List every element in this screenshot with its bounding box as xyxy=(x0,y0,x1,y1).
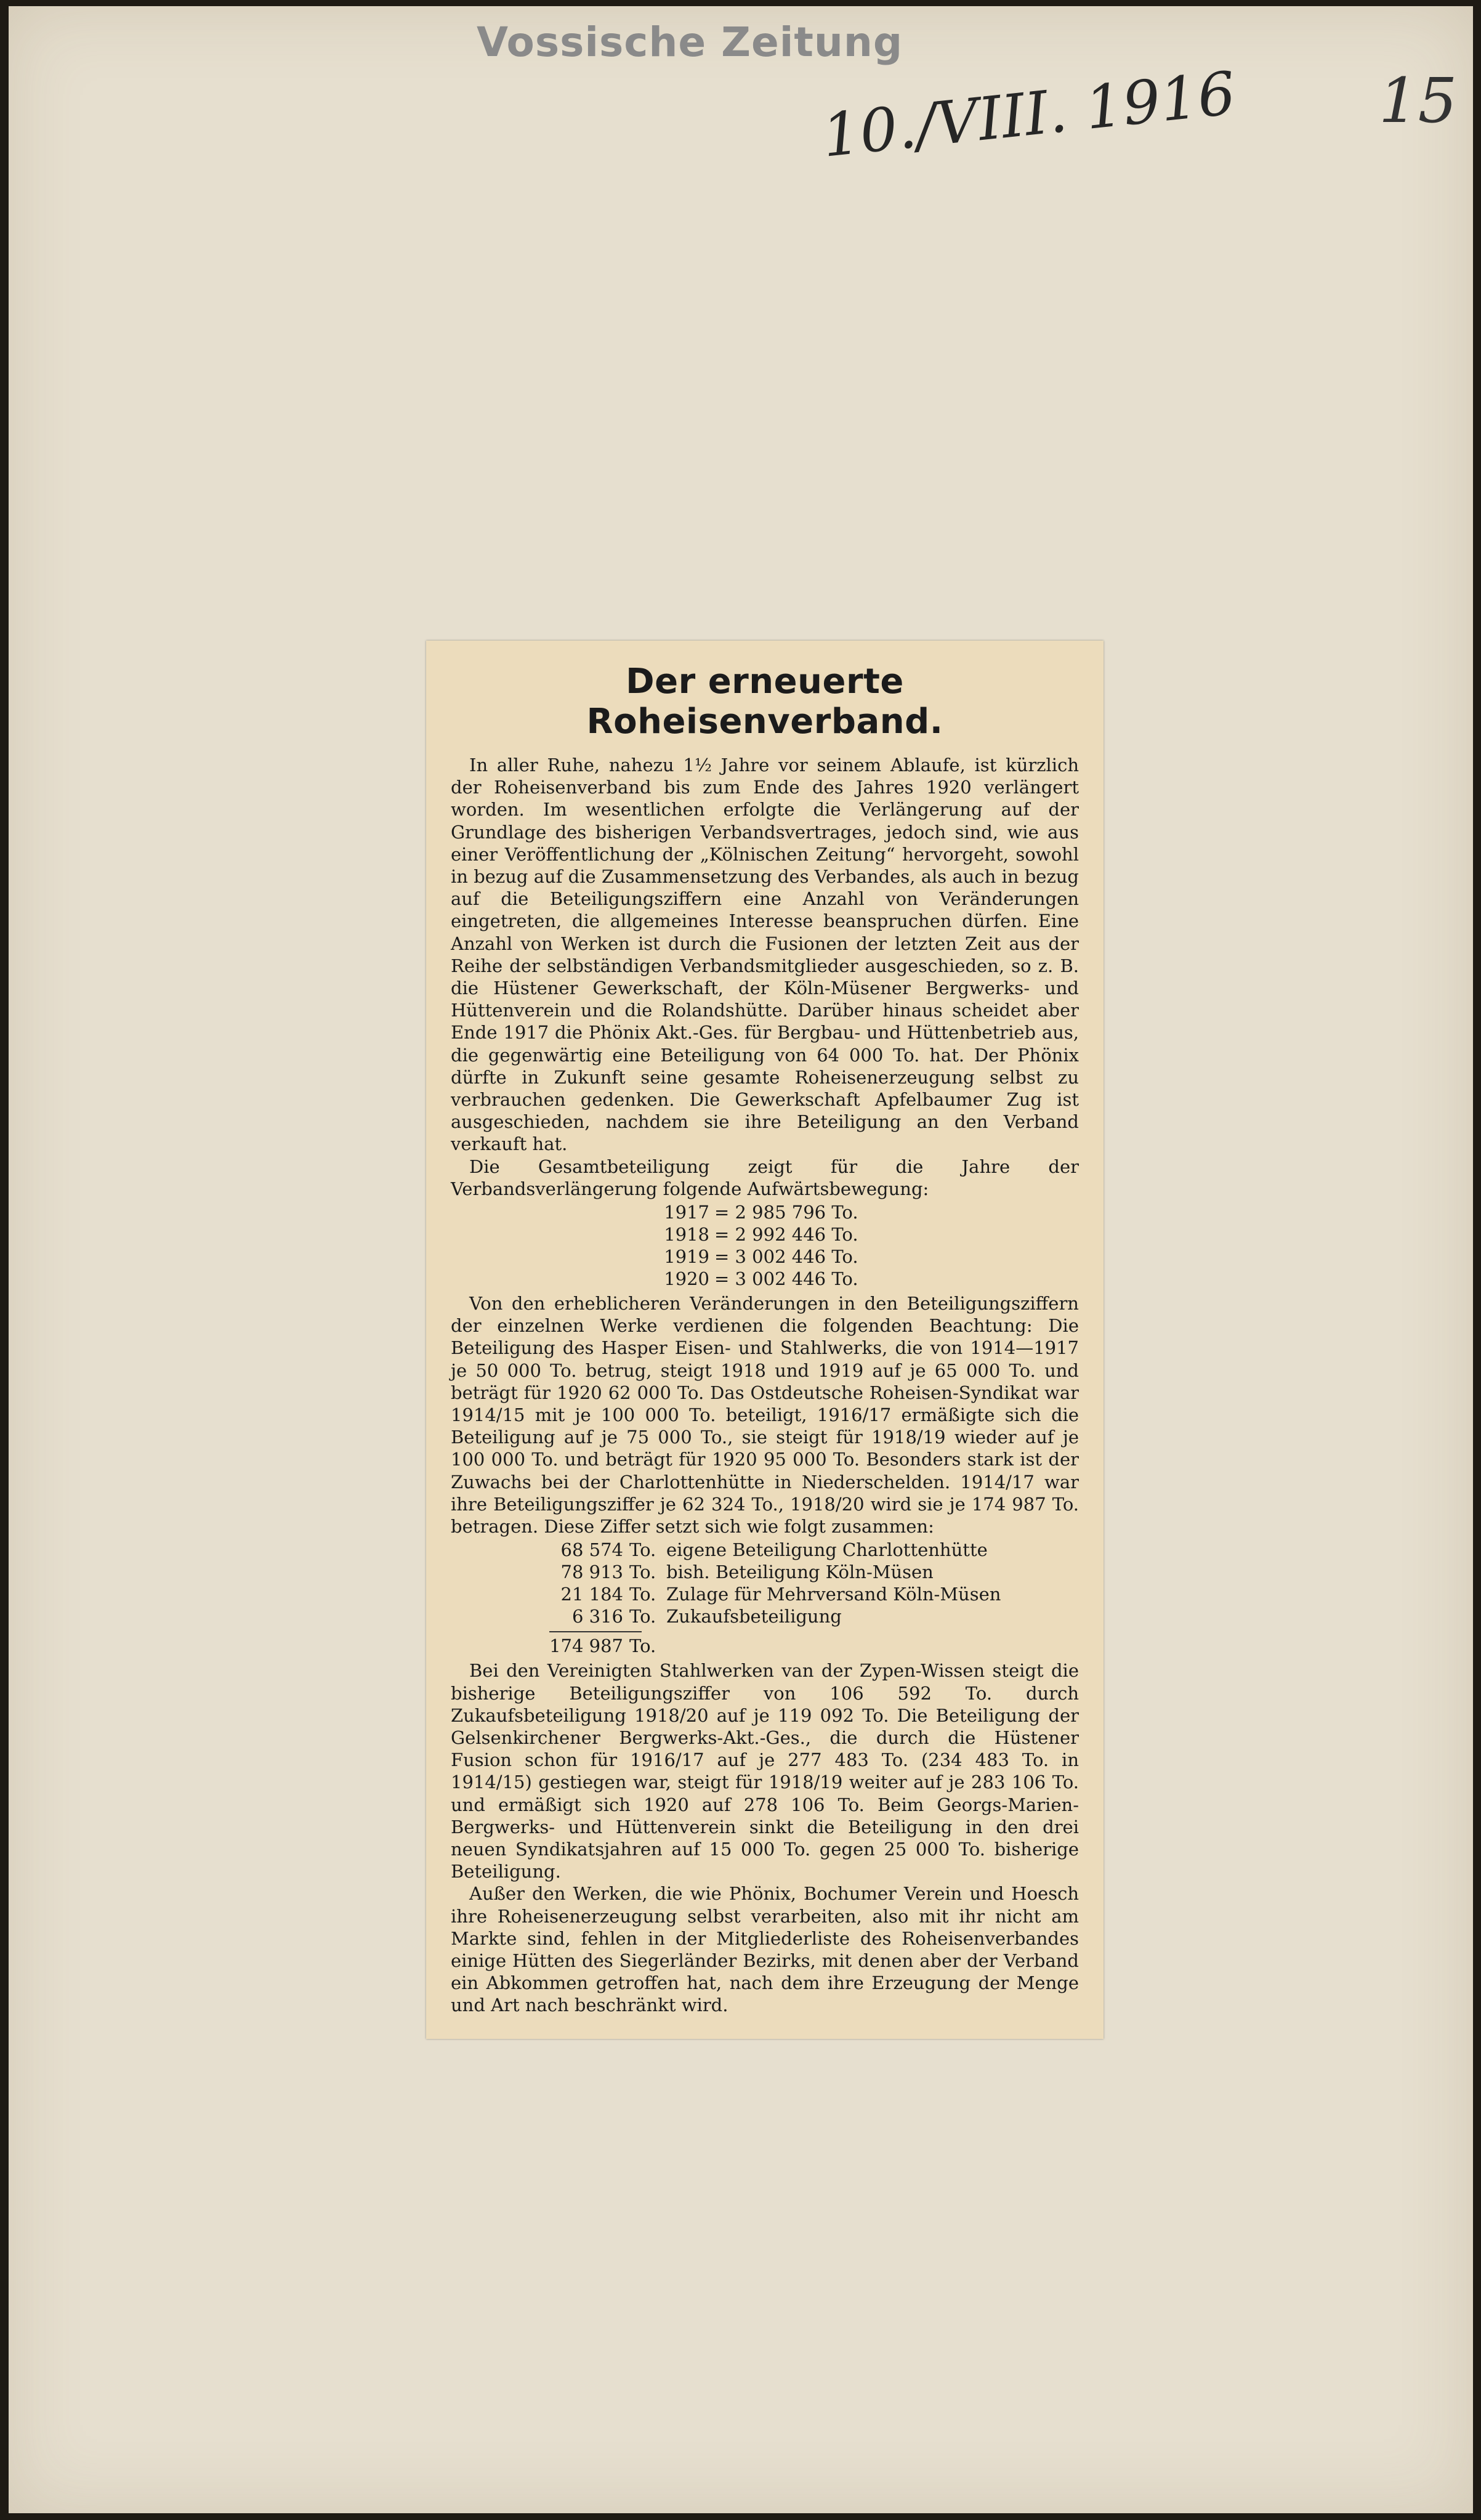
paragraph-1: In aller Ruhe, nahezu 1½ Jahre vor seinem Ablaufe, ist kürzlich der Roheisenverband bis zum Ende des Jahres 1920 verlängert worden. Im wesentlichen erfolgte die Verlängerung auf der Grundlage des bisherigen Verbandsvertrages, jedoch sind, wie aus einer Veröffentlichung der „Kölnischen Zeitung“ hervorgeht, sowohl in bezug auf die Zusammensetzung des Verbandes, als auch in bezug auf die Beteiligungsziffern eine Anzahl von Veränderungen eingetreten, die allgemeines Interesse beanspruchen dürfen. Eine Anzahl von Werken ist durch die Fusionen der letzten Zeit aus der Reihe der selbständigen Verbandsmitglieder ausgeschieden, so z. B. die Hüstener Gewerkschaft, der Köln-Müsener Bergwerks- und Hüttenverein und die Rolandshütte. Darüber hinaus scheidet aber Ende 1917 die Phönix Akt.-Ges. für Bergbau- und Hüttenbetrieb aus, die gegenwärtig eine Beteiligung von 64 000 To. hat. Der Phönix dürfte in Zukunft seine gesamte Roheisenerzeugung selbst zu verbrauchen gedenken. Die Gewerkschaft Apfelbaumer Zug ist ausgeschieden, nachdem sie ihre Beteiligung an den Verband verkauft hat. xyxy=(451,755,1079,1155)
value: = 2 985 796 To. xyxy=(714,1202,858,1223)
composition-list xyxy=(451,1539,1079,1657)
list-item xyxy=(543,1539,1079,1561)
sum-amount: 174 987 xyxy=(549,1635,623,1657)
list-item xyxy=(451,1201,1079,1223)
page-number: 15 xyxy=(1379,65,1458,137)
sum-divider xyxy=(549,1631,642,1632)
list-item xyxy=(451,1223,1079,1246)
amount: 21 184 xyxy=(560,1584,623,1605)
value: = 3 002 446 To. xyxy=(714,1246,858,1268)
handwritten-date: 10./VIII. 1916 xyxy=(818,59,1239,171)
paragraph-5: Außer den Werken, die wie Phönix, Bochumer Verein und Hoesch ihre Roheisenerzeugung selbst verarbeiten, also mit ihr nicht am Markte sind, fehlen in der Mitgliederliste des Roheisenverbandes einige Hütten des Siegerländer Bezirks, mit denen aber der Verband ein Abkommen getroffen hat, nach dem ihre Erzeugung der Menge und Art nach beschränkt wird. xyxy=(451,1883,1079,2016)
year: 1919 xyxy=(664,1246,709,1268)
unit: To. xyxy=(629,1562,656,1583)
year: 1918 xyxy=(664,1224,709,1246)
description: Zulage für Mehrversand Köln-Müsen xyxy=(666,1584,1001,1605)
list-item xyxy=(451,1268,1079,1290)
article-title: Der erneuerte Roheisenverband. xyxy=(586,662,943,742)
amount: 68 574 xyxy=(560,1539,623,1561)
year: 1917 xyxy=(664,1202,709,1223)
sum-unit: To. xyxy=(629,1635,656,1657)
newspaper-clipping xyxy=(426,641,1104,2039)
list-item xyxy=(451,1246,1079,1268)
newspaper-stamp: Vossische Zeitung xyxy=(477,18,903,66)
value: = 3 002 446 To. xyxy=(714,1268,858,1290)
paragraph-2: Die Gesamtbeteiligung zeigt für die Jahre der Verbandsverlängerung folgende Aufwärtsbewegung: xyxy=(451,1156,1079,1199)
list-item xyxy=(543,1605,1079,1627)
unit: To. xyxy=(629,1539,656,1561)
sum-row xyxy=(543,1635,1079,1657)
description: bish. Beteiligung Köln-Müsen xyxy=(666,1562,934,1583)
archive-sheet xyxy=(9,6,1473,2513)
amount: 6 316 xyxy=(571,1606,623,1627)
total-participation-list xyxy=(451,1201,1079,1290)
unit: To. xyxy=(629,1584,656,1605)
value: = 2 992 446 To. xyxy=(714,1224,858,1246)
paragraph-4: Bei den Vereinigten Stahlwerken van der Zypen-Wissen steigt die bisherige Beteiligungsziffer von 106 592 To. durch Zukaufsbeteiligung 1918/20 auf je 119 092 To. Die Beteiligung der Gelsenkirchener Bergwerks-Akt.-Ges., die durch die Hüstener Fusion schon für 1916/17 auf je 277 483 To. (234 483 To. in 1914/15) gestiegen war, steigt für 1918/19 weiter auf je 283 106 To. und ermäßigt sich 1920 auf 278 106 To. Beim Georgs-Marien-Bergwerks- und Hüttenverein sinkt die Beteiligung in den drei neuen Syndikatsjahren auf 15 000 To. gegen 25 000 To. bisherige Beteiligung. xyxy=(451,1660,1079,1882)
description: Zukaufsbeteiligung xyxy=(666,1606,842,1627)
unit: To. xyxy=(629,1606,656,1627)
amount: 78 913 xyxy=(560,1562,623,1583)
year: 1920 xyxy=(664,1268,709,1290)
description: eigene Beteiligung Charlottenhütte xyxy=(666,1539,988,1561)
paragraph-3: Von den erheblicheren Veränderungen in den Beteiligungsziffern der einzelnen Werke verdienen die folgenden Beachtung: Die Beteiligung des Hasper Eisen- und Stahlwerks, die von 1914—1917 je 50 000 To. betrug, steigt 1918 und 1919 auf je 65 000 To. und beträgt für 1920 62 000 To. Das Ostdeutsche Roheisen-Syndikat war 1914/15 mit je 100 000 To. beteiligt, 1916/17 ermäßigte sich die Beteiligung auf je 75 000 To., sie steigt für 1918/19 wieder auf je 100 000 To. und beträgt für 1920 95 000 To. Besonders stark ist der Zuwachs bei der Charlottenhütte in Niederschelden. 1914/17 war ihre Beteiligungsziffer je 62 324 To., 1918/20 wird sie je 174 987 To. betragen. Diese Ziffer setzt sich wie folgt zusammen: xyxy=(451,1293,1079,1538)
list-item xyxy=(543,1583,1079,1605)
list-item xyxy=(543,1561,1079,1583)
